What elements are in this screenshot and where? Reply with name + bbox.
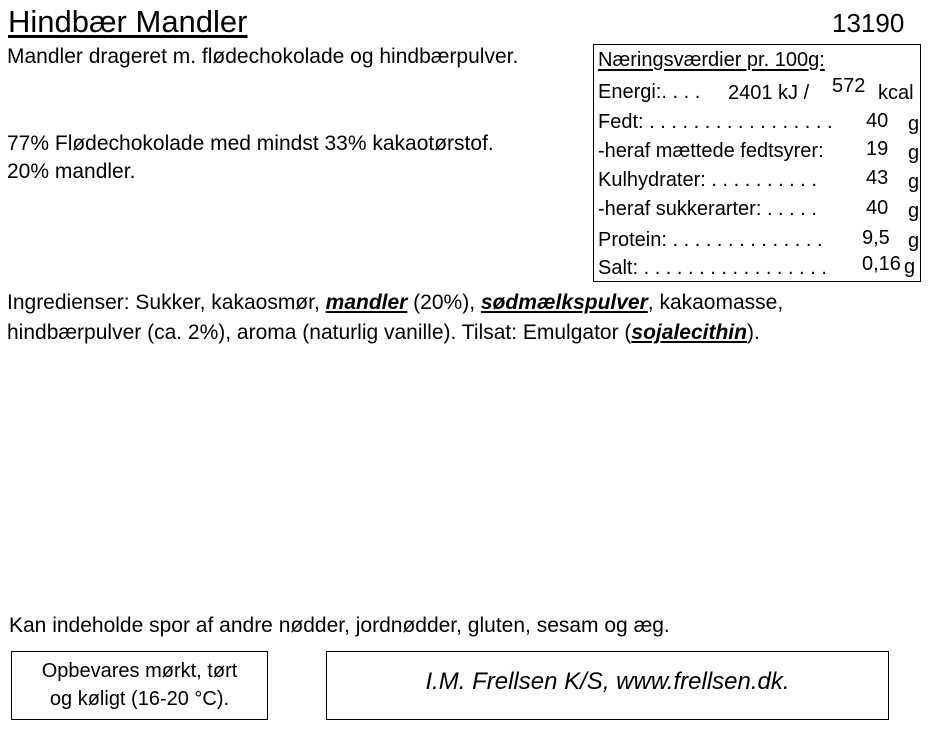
product-code: 13190 [832,8,905,38]
saturated-fat-label: -heraf mættede fedtsyrer: [598,140,824,162]
sugars-value: 40 [866,197,889,219]
saturated-fat-unit: g [908,142,920,164]
carbohydrate-value: 43 [866,167,889,189]
storage-line: Opbevares mørkt, tørt [41,660,238,682]
protein-value: 9,5 [862,227,890,249]
allergy-note: Kan indeholde spor af andre nødder, jordnødder, gluten, sesam og æg. [9,614,670,637]
energy-label: Energi:. . . . [598,81,701,103]
fat-value: 40 [866,110,889,132]
protein-label: Protein: . . . . . . . . . . . . . . [598,229,823,251]
sugars-unit: g [908,200,920,222]
nutrition-table [593,44,921,282]
ingredients-text: ). [746,321,760,344]
salt-label: Salt: . . . . . . . . . . . . . . . . . [598,257,827,279]
composition-chocolate: 77% Flødechokolade med mindst 33% kakaotørstof. [7,132,494,155]
storage-line: og køligt (16-20 °C). [49,688,230,710]
salt-value: 0,16 [862,253,901,275]
ingredients-text: , kakaomasse, [647,291,784,314]
carbohydrate-unit: g [908,171,920,193]
protein-unit: g [908,230,920,252]
product-title: Hindbær Mandler [8,4,248,39]
fat-label: Fedt: . . . . . . . . . . . . . . . . . [598,111,833,133]
product-description: Mandler drageret m. flødechokolade og hindbærpulver. [7,45,519,68]
energy-kcal-value: 572 [832,75,866,97]
allergen-whole-milk-powder: sødmælkspulver [480,291,648,314]
company-name: I.M. Frellsen K/S, www.frellsen.dk. [425,668,790,695]
nutrition-header: Næringsværdier pr. 100g: [598,49,825,71]
sugars-label: -heraf sukkerarter: . . . . . [598,198,817,220]
ingredients-text: hindbærpulver (ca. 2%), aroma (naturlig vanille). Tilsat: Emulgator ( [7,321,632,344]
fat-unit: g [908,113,920,135]
energy-kcal-unit: kcal [878,82,914,104]
carbohydrate-label: Kulhydrater: . . . . . . . . . . [598,169,817,191]
energy-kj: 2401 kJ / [728,82,810,104]
salt-unit: g [904,256,916,278]
company-box [326,651,889,720]
ingredients-list [7,288,783,348]
allergen-soy-lecithin: sojalecithin [631,321,747,344]
composition-almonds: 20% mandler. [7,160,136,183]
storage-box [11,651,268,720]
ingredients-text: Ingredienser: Sukker, kakaosmør, [7,291,326,314]
allergen-almonds: mandler [325,291,408,314]
ingredients-text: (20%), [407,291,481,314]
saturated-fat-value: 19 [866,138,889,160]
